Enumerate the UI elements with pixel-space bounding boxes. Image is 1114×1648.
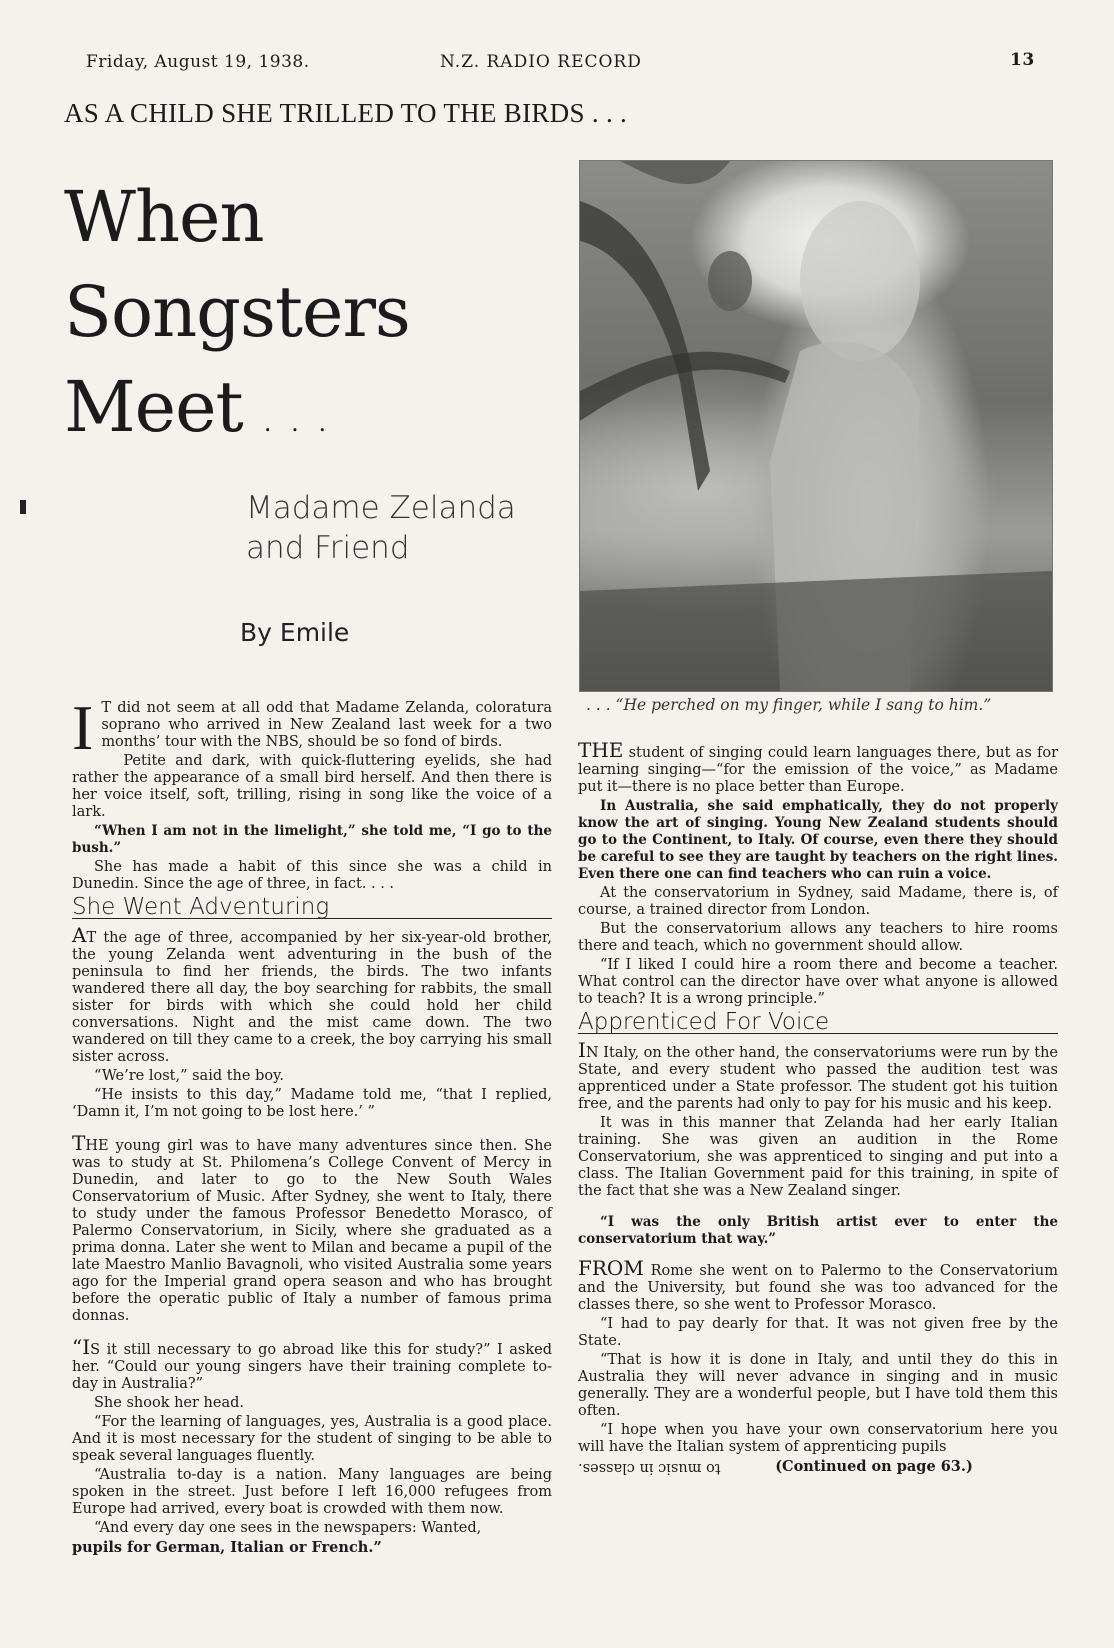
continued-note: (Continued on page 63.) (775, 1458, 973, 1475)
last-line (578, 1458, 1058, 1476)
kicker-headline: AS A CHILD SHE TRILLED TO THE BIRDS . . . (64, 98, 628, 128)
right-column (578, 738, 1059, 1478)
paragraph-end: pupils for German, Italian or French.” (72, 1539, 382, 1556)
paragraph: “That is how it is done in Italy, and until they do this in Australia they will never advance in singing and in music generally. They are a wonderful people, but I have told them this often. (578, 1352, 1058, 1419)
europe-paragraph (578, 738, 1059, 796)
margin-mark (20, 500, 26, 514)
publication-name: N.Z. RADIO RECORD (440, 52, 642, 72)
abroad-text: S it still necessary to go abroad like this for study?” I asked her. “Could our young singers have their training complete to-day in Australia?” (72, 1342, 552, 1392)
adventure-paragraph (72, 923, 552, 1066)
career-text: young girl was to have many adventures since then. She was to study at St. Philomena’s College Convent of Mercy in Dunedin, and later to go to the New South Wales Conservatorium of Music. After Sydney, she went to Italy, there to study under the famous Professor Benedetto Morasco, of Palermo Conservatorium, in Sicily, where she graduated as a prima donna. Later she went to Milan and became a pupil of the late Maestro Manlio Bavagnoli, who visited Australia some years ago for the Imperial grand opera season and who has brought before the operatic public of Italy a number of famous prima donnas. (72, 1138, 552, 1324)
rome-paragraph (578, 1256, 1059, 1314)
title-line-3 (64, 360, 504, 471)
inverted-type-line: to music in classes. (578, 1460, 721, 1476)
adventure-text: T the age of three, accompanied by her six-year-old brother, the young Zelanda went adventuring in the bush of the peninsula to find her friends, the birds. The two infants wandered there all day, the boy searching for rabbits, the small sister for birds with which she could hold her child conversations. Night and the mist came down. The two wandered on till they came to a creek, the boy carrying his small sister across. (72, 930, 552, 1065)
paragraph: “We’re lost,” said the boy. (94, 1068, 284, 1084)
abroad-paragraph (72, 1335, 552, 1393)
bold-quote-british: “I was the only British artist ever to enter the conservatorium that way.” (578, 1214, 1058, 1247)
europe-text: student of singing could learn languages there, but as for learning singing—“for the emission of the voice,” as Madame put it—there is no place better than Europe. (578, 745, 1059, 795)
paragraph: It was in this manner that Zelanda had her early Italian training. She was given an audition in the Rome Conservatorium, she was apprenticed to singing and put into a class. The Italian Government paid for this training, in spite of the fact that she was a New Zealand singer. (578, 1115, 1058, 1199)
paragraph: Petite and dark, with quick-fluttering eyelids, she had rather the appearance of a small bird herself. And then there is her voice itself, soft, trilling, rising in song like the voice of a lark. (72, 753, 552, 820)
rome-cap: FROM (578, 1256, 644, 1280)
italy-dropcap: I (578, 1038, 586, 1062)
italy-text: Italy, on the other hand, the conservatoriums were run by the State, and every student who passed the audition test was apprenticed under a State professor. The student got his tuition free, and the parents had only to pay for his music and his keep. (578, 1045, 1058, 1112)
intro-dropcap: I (72, 692, 94, 763)
paragraph: “I hope when you have your own conservatorium here you will have the Italian system of apprenticing pupils (578, 1422, 1058, 1455)
bold-quote: “When I am not in the limelight,” she told me, “I go to the bush.” (72, 823, 552, 856)
article-subtitle (246, 488, 516, 568)
rome-text: Rome she went on to Palermo to the Conservatorium and the University, but found she was too advanced for the classes there, so she went to Professor Morasco. (578, 1263, 1059, 1313)
title-line-1: When (64, 176, 264, 258)
subtitle-line-1: Madame Zelanda (246, 490, 516, 526)
subtitle-line-2: and Friend (246, 530, 410, 566)
career-cap: HE (85, 1138, 109, 1154)
italy-paragraph (578, 1038, 1058, 1113)
italy-cap: N (585, 1045, 599, 1061)
paragraph: “I had to pay dearly for that. It was not given free by the State. (578, 1316, 1058, 1349)
paragraph: But the conservatorium allows any teachers to hire rooms there and teach, which no government should allow. (578, 921, 1058, 954)
page-number: 13 (1010, 50, 1035, 70)
title-line-2: Songsters (64, 271, 410, 353)
subheading-apprenticed: Apprenticed For Voice (578, 1014, 1058, 1034)
issue-date: Friday, August 19, 1938. (86, 52, 310, 72)
paragraph: “Australia to-day is a nation. Many languages are being spoken in the street. Just before I left 16,000 refugees from Europe had arrived, every boat is crowded with them now. (72, 1467, 552, 1517)
byline: By Emile (240, 618, 350, 647)
photo-illustration (580, 161, 1052, 691)
article-title (64, 170, 504, 471)
left-column (72, 692, 552, 1558)
paragraph: At the conservatorium in Sydney, said Madame, there is, of course, a trained director from London. (578, 885, 1058, 918)
intro-text: T did not seem at all odd that Madame Zelanda, coloratura soprano who arrived in New Zealand last week for a two months’ tour with the NBS, should be so fond of birds. (101, 700, 552, 750)
paragraph: “For the learning of languages, yes, Australia is a good place. And it is most necessary for the student of singing to be able to speak several languages fluently. (72, 1414, 552, 1464)
career-paragraph (72, 1131, 552, 1325)
adventure-dropcap: A (72, 923, 87, 947)
abroad-dropcap: “I (72, 1335, 91, 1359)
title-word-meet: Meet (64, 366, 243, 448)
bold-statement: In Australia, she said emphatically, they do not properly know the art of singing. Young New Zealand students should go to the Continent, to Italy. Of course, even there they should be careful to see they are taught by teachers on the right lines. Even there one can find teachers who can ruin a voice. (578, 798, 1058, 882)
europe-cap: THE (578, 738, 624, 762)
article-photo (579, 160, 1053, 692)
paragraph: She has made a habit of this since she was a child in Dunedin. Since the age of three, in fact. . . . (72, 859, 552, 892)
paragraph: “He insists to this day,” Madame told me, “that I replied, ‘Damn it, I’m not going to be lost here.’ ” (72, 1087, 552, 1120)
intro-paragraph (72, 692, 552, 763)
photo-caption: . . . “He perched on my finger, while I sang to him.” (586, 696, 992, 714)
title-dots: . . . (263, 409, 333, 437)
career-dropcap: T (72, 1131, 86, 1155)
paragraph: “And every day one sees in the newspapers: Wanted, (94, 1520, 482, 1536)
paragraph: She shook her head. (94, 1395, 245, 1411)
paragraph: “If I liked I could hire a room there and become a teacher. What control can the director have over what anyone is allowed to teach? It is a wrong principle.” (578, 957, 1058, 1007)
subheading-adventuring: She Went Adventuring (72, 899, 552, 919)
